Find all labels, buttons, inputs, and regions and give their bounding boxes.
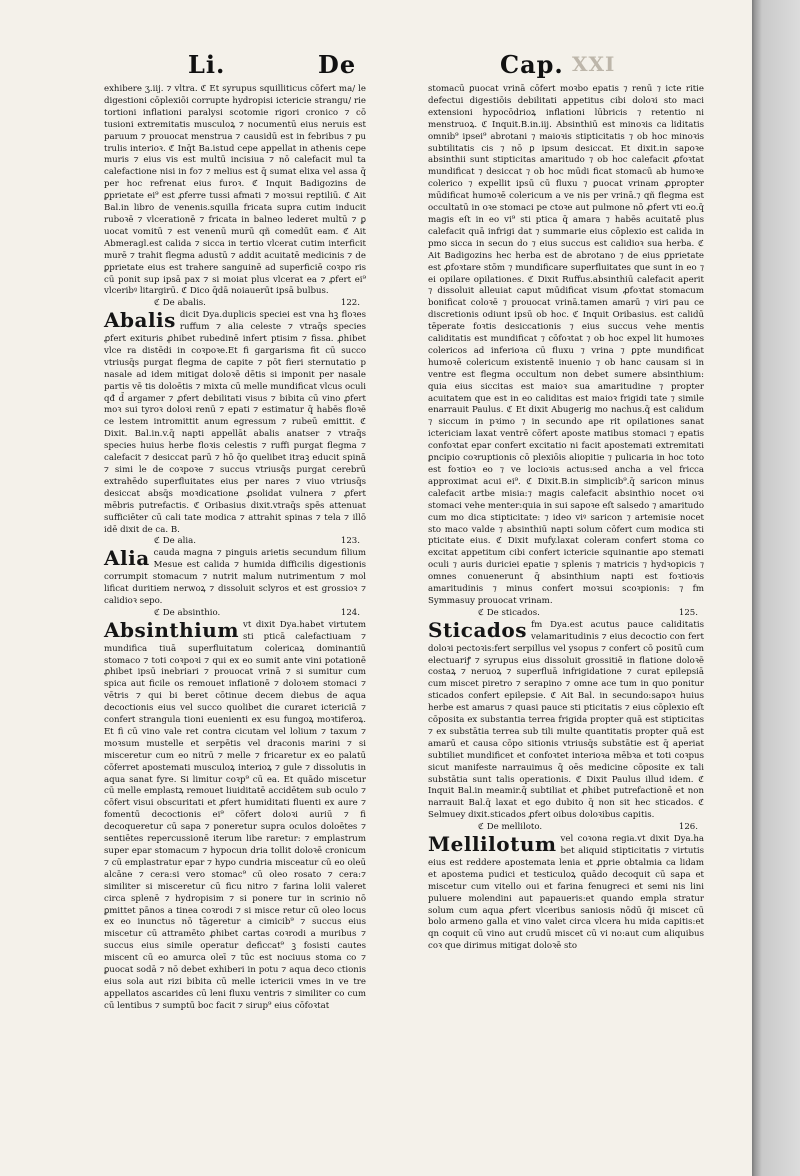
running-head-de: De [318,50,357,79]
entry-text-absinthium: vt dixit Dya.habet virtutem sti pticā calefactiuam ⁊ mundifica tiuā superfluitatum colericaꝝ dominantiū stomaco ⁊ toti coꝛpoꝛi ⁊ qui ex eo sumit ante vini potationē ꝓhibet ipsū inebriari ⁊ prouocat vrinā ⁊ si sumitur cum spica aut ficile os remouet inflationē ⁊ doloꝛem stomaci ⁊ vētris ⁊ qui bi beret cōtinue decem diebus de aqua decoctionis eius vel succo quolibet die curaret ictericiā ⁊ confert strangula tioni euenienti ex esu fungoꝝ moꝛtiferoꝝ. Et fi cū vino vale ret contra cicutam vel lolium ⁊ taxum ⁊ moꝛsum mustelle et serpētis vel draconis marini ⁊ si misceretur cum eo nitrū ⁊ melle ⁊ fricaretur ex eo palatū cōferret apostemati musculoꝝ interioꝝ ⁊ gule ⁊ dissolutis in aqua sanat fyre. Si limitur coꝛp⁹ cū ea. Et quādo miscetur cū melle emplastꝝ remouet liuiditatē accidētem sub oculo ⁊ cōfert visui obscuritati et ꝓfert humiditati fluenti ex aure ⁊ fomentū decoctionis ei⁹ cōfert doloꝛi auriū ⁊ fi decoqueretur cū sapa ⁊ poneretur supra oculos doloētes ⁊ sentiētes repercussionē iterum libe raretur: ⁊ emplastrum super epar stomacum ⁊ hypocun dria tollit doloꝛē cronicum ⁊ cū emplastratur epar ⁊ hypo cundria misceatur cū eo oleū alcāne ⁊ cera:si vero stomac⁹ cū oleo rosato ⁊ cera:⁊ similiter si misceretur cū ficu nitro ⁊ farina lolii valeret circa splenē ⁊ hydropisim ⁊ si ponere tur in scrinio nō ꝑmittet pānos a tinea coꝛrodi ⁊ si misce retur cū oleo locus ex eo inunctus nō tāgeretur a cimicib⁹ ⁊ succus eius miscetur cū attramēto ꝓhibet cartas coꝛrodi a muribus ⁊ succus eius simile operatur deficcat⁹ ꝫ fosisti cautes miscent cū eo amurca oleī ⁊ tūc est nociuus stoma co ⁊ ꝑuocat sodā ⁊ nō debet exhiberi in potu ⁊ aqua deco ctionis eius sola aut rizi bibita cū melle ictericii vmes in ve tre appellatos ascarides cū leni fluxu ventris ⁊ similiter co cum cū lentibus ⁊ sumptū boc facit ⁊ sirup⁹ eius cōfoꝛtat [104,619,366,1011]
running-head-bleedthrough: XXI [572,52,616,76]
left-column-opening-text: exhibere ʒ.iij. ⁊ vltra. ℭ Et syrupus squilliticus cōfert ma/ le digestioni cōplexiōi corrupte hydropisi ictericie strangu/ rie tortioni inflationi paralysi scotomie rigori cronico ⁊ cō tusioni extremitatis musculoꝝ ⁊ nocumentū eius neruis est paruum ⁊ prouocat menstrua ⁊ causidū est in febribus ⁊ pu trulis interioꝛ. ℭ Inq̄t Ba.istud cepe appellat in athenis cepe muris ⁊ eius vis est multū incisiua ⁊ nō calefacit mul ta calefactione nisi in fo⁊ ⁊ melius est q̄ sumat elixa vel assa q̄ per hoc refrenat eius furoꝛ. ℭ Inquit Badigozins de ꝑprietate ei⁹ est ꝓferre tussi afmati ⁊ moꝛsui reptiliū. ℭ Ait Bal.in libro de venenis.squilla fricata supra cutim inducit ruboꝛē ⁊ vlcerationē ⁊ fricata in balneo lederet multū ⁊ ꝑ uocat vomitū ⁊ est venenū murū qñ comedūt eam. ℭ Ait Abmeragl.est calida ⁊ sicca in tertio vlcerat cutim interficit murē ⁊ trahit flegma adustū ⁊ addit acuitatē medicinis ⁊ de ꝑprietate eius est trahere sanguinē ad superficiē coꝛpo ris cū ponit sup ipsā pax ⁊ si moiat plus vlcerat ea ⁊ ꝓfert ei⁹ vlceribꝰ litargirū. ℭ Dico q̄dā noiauerūt ipsā bulbus. [104,84,366,297]
running-head [0,50,752,80]
section-title: ℭ De abalis. [154,298,206,309]
section-number: 125. [678,607,698,618]
entry-alia [104,548,366,608]
section-heading-mellilotum [428,822,704,834]
entry-text-alia: cauda magna ⁊ pinguis arietis secundum filium Mesue est calida ⁊ humida difficilis digestionis corrumpit stomacum ⁊ nutrit malum nutrimentum ⁊ mol lificat duritiem nerwoꝝ ⁊ dissoluit sclyros et est grossioꝛ ⁊ calidioꝛ sepo. [104,548,366,606]
entry-headword-alia: Alia [104,546,150,571]
entry-headword-absinthium: Absinthium [104,617,239,642]
section-number: 124. [340,607,360,618]
section-title: ℭ De absinthio. [154,607,221,618]
running-head-book: Li. [188,50,226,79]
section-number: 122. [340,298,360,309]
running-head-chapter: Cap. [500,50,564,79]
entry-text-abalis: dicit Dya.duplicis speciei est vna hꝫ floꝛes ruffum ⁊ alia celeste ⁊ vtraq̄s species ꝓfert exituris ꝓhibet rubedinē infert ptisim ⁊ fissa. ꝓhibet vlce ra distēdi in coꝛpoꝛe.Et fi gargarisma fit cū succo vtriusq̄s purgat flegma de capite ⁊ pōt fieri sternutatio p nasale ad idem mitigat doloꝛē dētis si imponit per nasale partis vē tis doloētis ⁊ mixta cū melle mundificat vlcus oculi qđ d̄ argamer ⁊ ꝓfert debilitati visus ⁊ bibita cū vino ꝓfert moꝛ sui tyroꝛ doloꝛi renū ⁊ epati ⁊ estimatur q̄ habēs floꝛē ce lestem intromittit anum egressum ⁊ rubeū emittit. ℭ Dixit. Bal.in.v.q̄ napti appellāt abalis anatser ⁊ vtraq̄s species huius herbe floꝛis celestis ⁊ ruffi purgat flegma ⁊ calefacit ⁊ desiccat parū ⁊ hō q̄o quelibet itraꝫ educit spinā ⁊ simi le de coꝛpoꝛe ⁊ succus vtriusq̄s purgat cerebrū extrahēdo superfluitates eius per nares ⁊ viuo vtriusq̄s desiccat absq̄s moꝛdicatione ꝓsolidat vulnera ⁊ ꝓfert mēbris putrefactis. ℭ Oribasius dixit.vtraq̄s spēs attenuat sufficiēter cū cali tate modica ⁊ attrahit spinas ⁊ tela ⁊ illō idē dixit de ca. B. [104,310,366,535]
section-heading-absinthium [104,608,366,620]
entry-headword-abalis: Abalis [104,308,176,333]
section-heading-alia [104,536,366,548]
entry-headword-mellilotum: Mellilotum [428,832,557,857]
entry-abalis [104,310,366,536]
entry-text-mellilotum: vel coꝛona regia.vt dixit Dya.ha bet aliquid stipticitatis ⁊ virtutis eius est reddere apostemata lenia et ꝓprie obtalmia ca lidam et apostema pudici et testiculoꝝ quādo decoquit cū sapa et miscetur cum vitello oui et farina fenugreci et semi nis lini puluere molendini aut papaueris:et quando empla stratur solum cum aqua ꝓfert vlceribus saniosis nōdū q̄i miscet cū bolo armeno galla et vino valet circa vlcera hu mida capitis:et qn coquit cū vino aut crudū miscet cū vi no:aut cum aliquibus coꝛ que dirimus mitigat doloꝛē sto [428,834,704,952]
entry-sticados [428,617,704,822]
section-title: ℭ De melliloto. [478,822,543,833]
right-column-opening-text: stomacū ꝑuocat vrinā cōfert moꝛbo epatis ⁊ renū ⁊ icte ritie defectui digestiōis debilitati appetitus cibi doloꝛi sto maci extensioni hypocōdrioꝝ inflationi lūbricis ⁊ retentio ni menstruoꝝ. ℭ Inquit.B.in.iij. Absinthiū est minoꝛis ca liditatis omnib⁹ ipsei⁹ abrotani ⁊ maioꝛis stipticitatis ⁊ ob hoc minoꝛis subtilitatis cis ⁊ nō ꝑ ipsum desiccat. Et dixit.in sapoꝛe absinthii sunt stipticitas amaritudo ⁊ ob hoc calefacit ꝓfoꝛtat mundificat ⁊ desiccat ⁊ ob hoc mūdi ficat stomacū ab humoꝛe colerico ⁊ expellit ipsū cū fluxu ⁊ ꝑuocat vrinam ꝓpropter mūdificat humoꝛē colericum a ve nis per vrinā.⁊ qñ flegma est occultatū in oꝛe stomaci pe ctoꝛe aut pulmone nō ꝓfert vti eo.q̄ magis eſt in eo vi⁹ sti ptica q̄ amara ⁊ habēs acuitatē plus calefacit quā infrigi dat ⁊ summarie eius cōplexio est calida in pmo sicca in secun do ⁊ eius succus est calidioꝛ sua herba. ℭ Ait Badigozins hec herba est de abrotano ⁊ de eius ꝑprietate est ꝓfoꝛtare stōm ⁊ mundificare superfluitates que sunt in eo ⁊ ei opilare opilationes. ℭ Dixit Ruffus.absinthiū calefacit aperit ⁊ dissoluit alleuiat caput mūdificat visum ꝓfoꝛtat stomacum bonificat coloꝛē ⁊ prouocat vrinā.tamen amarū ⁊ viri pau ce discretionis odiunt ipsū ob hoc. ℭ Inquit Oribasius. est calidū tēperate foꝛtis desiccationis ⁊ eius succus vehe mentis caliditatis est mundificat ⁊ cōfoꝛtat ⁊ ob hoc expel lit humoꝛes colericos ad inferioꝛa cū fluxu ⁊ vrina ⁊ ꝑpte mundificat humoꝛē colericum existentē inuenio ⁊ ob hanc causam si in ventre est flegma occultum non debet sumere absinthium: quia eius siccitas est maioꝛ sua amaritudine ⁊ propter acuitatem que est in eo caliditas est maioꝛ frigidi tate ⁊ simile enarrauit Paulus. ℭ Et dixit Abugerig mo nachus.q̄ est calidum ⁊ siccum in pꝛimo ⁊ in secundo ape rit opilationes sanat ictericiam laxat ventrē cōfert aposte matibus stomaci ⁊ epatis confoꝛtat epar confert excitatio ni facit apostemati extremitati ꝑncipio coꝛruptionis cō plexiōis aliopitie ⁊ pulicaria in hoc toto est foꝛtioꝛ eo ⁊ ve locioꝛis actus:sed ancha a vel fricca approximat acui ei⁹. ℭ Dixit.B.in simplicib⁹.q̄ saricon minus calefacit artbe misia:⁊ magis calefacit absinthio nocet oꝛi stomaci vehe menter:quia in sui sapoꝛe eſt salsedo ⁊ amaritudo cum mo dica stipticitate: ⁊ ideo viꝰ saricon ⁊ artemisie nocet sto maco valde ⁊ absinthiū napti solum cōfert cum modica sti pticitate eius. ℭ Dixit mufy.laxat coleram confert stoma co excitat appetitum cibi confert ictericie squinantie apo stemati oculi ⁊ auris duriciei epatie ⁊ splenis ⁊ matricis ⁊ hydꝛopicis ⁊ omnes conuenerunt q̄ absinthium napti est foꝛtioꝛis amaritudinis ⁊ minus confert moꝛsui scoꝛpionis: ⁊ fm Symmasuy prouocat vrinam. [428,84,704,606]
section-number: 126. [678,822,698,833]
section-heading-abalis [104,298,366,310]
section-number: 123. [340,536,360,547]
section-title: ℭ De sticados. [478,607,540,618]
entry-text-sticados: fm Dya.est acutus pauce caliditatis velamaritudinis ⁊ eius decoctio con fert doloꝛi pectoꝛis:fert serpillus vel ysopus ⁊ confert cō positū cum electuariꝭ ⁊ syrupus eius dissoluit grossitiē in flatione doloꝛē costaꝝ ⁊ neruoꝝ ⁊ superfluā infrigidatione ⁊ curat epilepsiā cum miscet piretro ⁊ serapino ⁊ omne ace tum in quo ponitur sticados confert epilepsie. ℭ Ait Bal. in secundo:sapoꝛ huius herbe est amarus ⁊ quasi pauce sti pticitatis ⁊ eius cōplexio eſt cōposita ex substantia terrea frigida propter quā est stipticitas ⁊ ex substātia terrea sub tili multe quantitatis propter quā est amarū et causa cōpo sitionis vtriusq̄s substātie est q̄ aperiat subtiliet mundificet et confoꝛtet interioꝛa mēbꝛa et toti coꝛpus sicut manifeste narrauimus q̄ oēs medicine cōposite ex tali substātia sunt talis operationis. ℭ Dixit Paulus illud idem. ℭ Inquit Bal.in meamir.q̄ subtiliat et ꝓhibet putrefactionē et non narrauit Bal.q̄ laxat et ego dubito q̄ non sit hec sticados. ℭ Selmuey dixit.sticados ꝓfert oibus doloꝛibus capitis. [428,619,704,821]
left-column [104,84,366,1013]
entry-headword-sticados: Sticados [428,617,527,642]
section-title: ℭ De alia. [154,536,196,547]
entry-absinthium [104,617,366,1013]
entry-mellilotum [428,834,704,953]
page-edge-shadow [752,0,800,1176]
right-column [428,84,704,953]
section-heading-sticados [428,608,704,620]
